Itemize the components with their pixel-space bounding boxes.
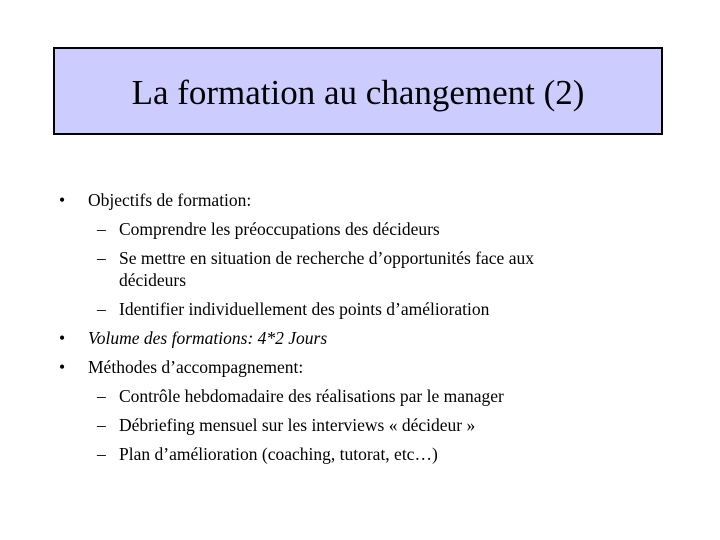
sub-item-identifier (0, 295, 720, 324)
dash-icon: – (97, 386, 106, 406)
sub-item-plan (0, 440, 720, 469)
sub-item-comprendre (0, 215, 720, 244)
sub-item-text: Se mettre en situation de recherche d’opportunités face aux (119, 248, 534, 268)
bullet-text-volume: Volume des formations: 4*2 Jours (88, 328, 328, 348)
sub-item-mettre-en-situation-continuation (0, 269, 720, 291)
bullet-text-methodes: Méthodes d’accompagnement: (88, 357, 304, 377)
sub-item-debriefing (0, 411, 720, 440)
bullet-item-volume (0, 324, 720, 353)
bullet-icon: • (59, 357, 66, 377)
bullet-item-methodes (0, 353, 720, 382)
dash-icon: – (97, 248, 106, 268)
sub-item-text: Contrôle hebdomadaire des réalisations par le manager (119, 386, 504, 406)
sub-item-text: Plan d’amélioration (coaching, tutorat, etc…) (119, 444, 438, 464)
sub-item-controle (0, 382, 720, 411)
slide-body (0, 186, 720, 469)
sub-item-text: Comprendre les préoccupations des décideurs (119, 219, 440, 239)
sub-item-text: Débriefing mensuel sur les interviews « décideur » (119, 415, 476, 435)
bullet-icon: • (59, 328, 66, 348)
slide-title-box (53, 47, 663, 135)
slide-title: La formation au changement (2) (131, 72, 585, 112)
bullet-text-objectifs: Objectifs de formation: (88, 190, 252, 210)
bullet-icon: • (59, 190, 66, 210)
sub-item-text: Identifier individuellement des points d’amélioration (119, 299, 490, 319)
dash-icon: – (97, 444, 106, 464)
dash-icon: – (97, 219, 106, 239)
dash-icon: – (97, 415, 106, 435)
sub-item-text-continuation: décideurs (119, 270, 187, 290)
bullet-item-objectifs (0, 186, 720, 215)
dash-icon: – (97, 299, 106, 319)
sub-item-mettre-en-situation (0, 247, 720, 269)
